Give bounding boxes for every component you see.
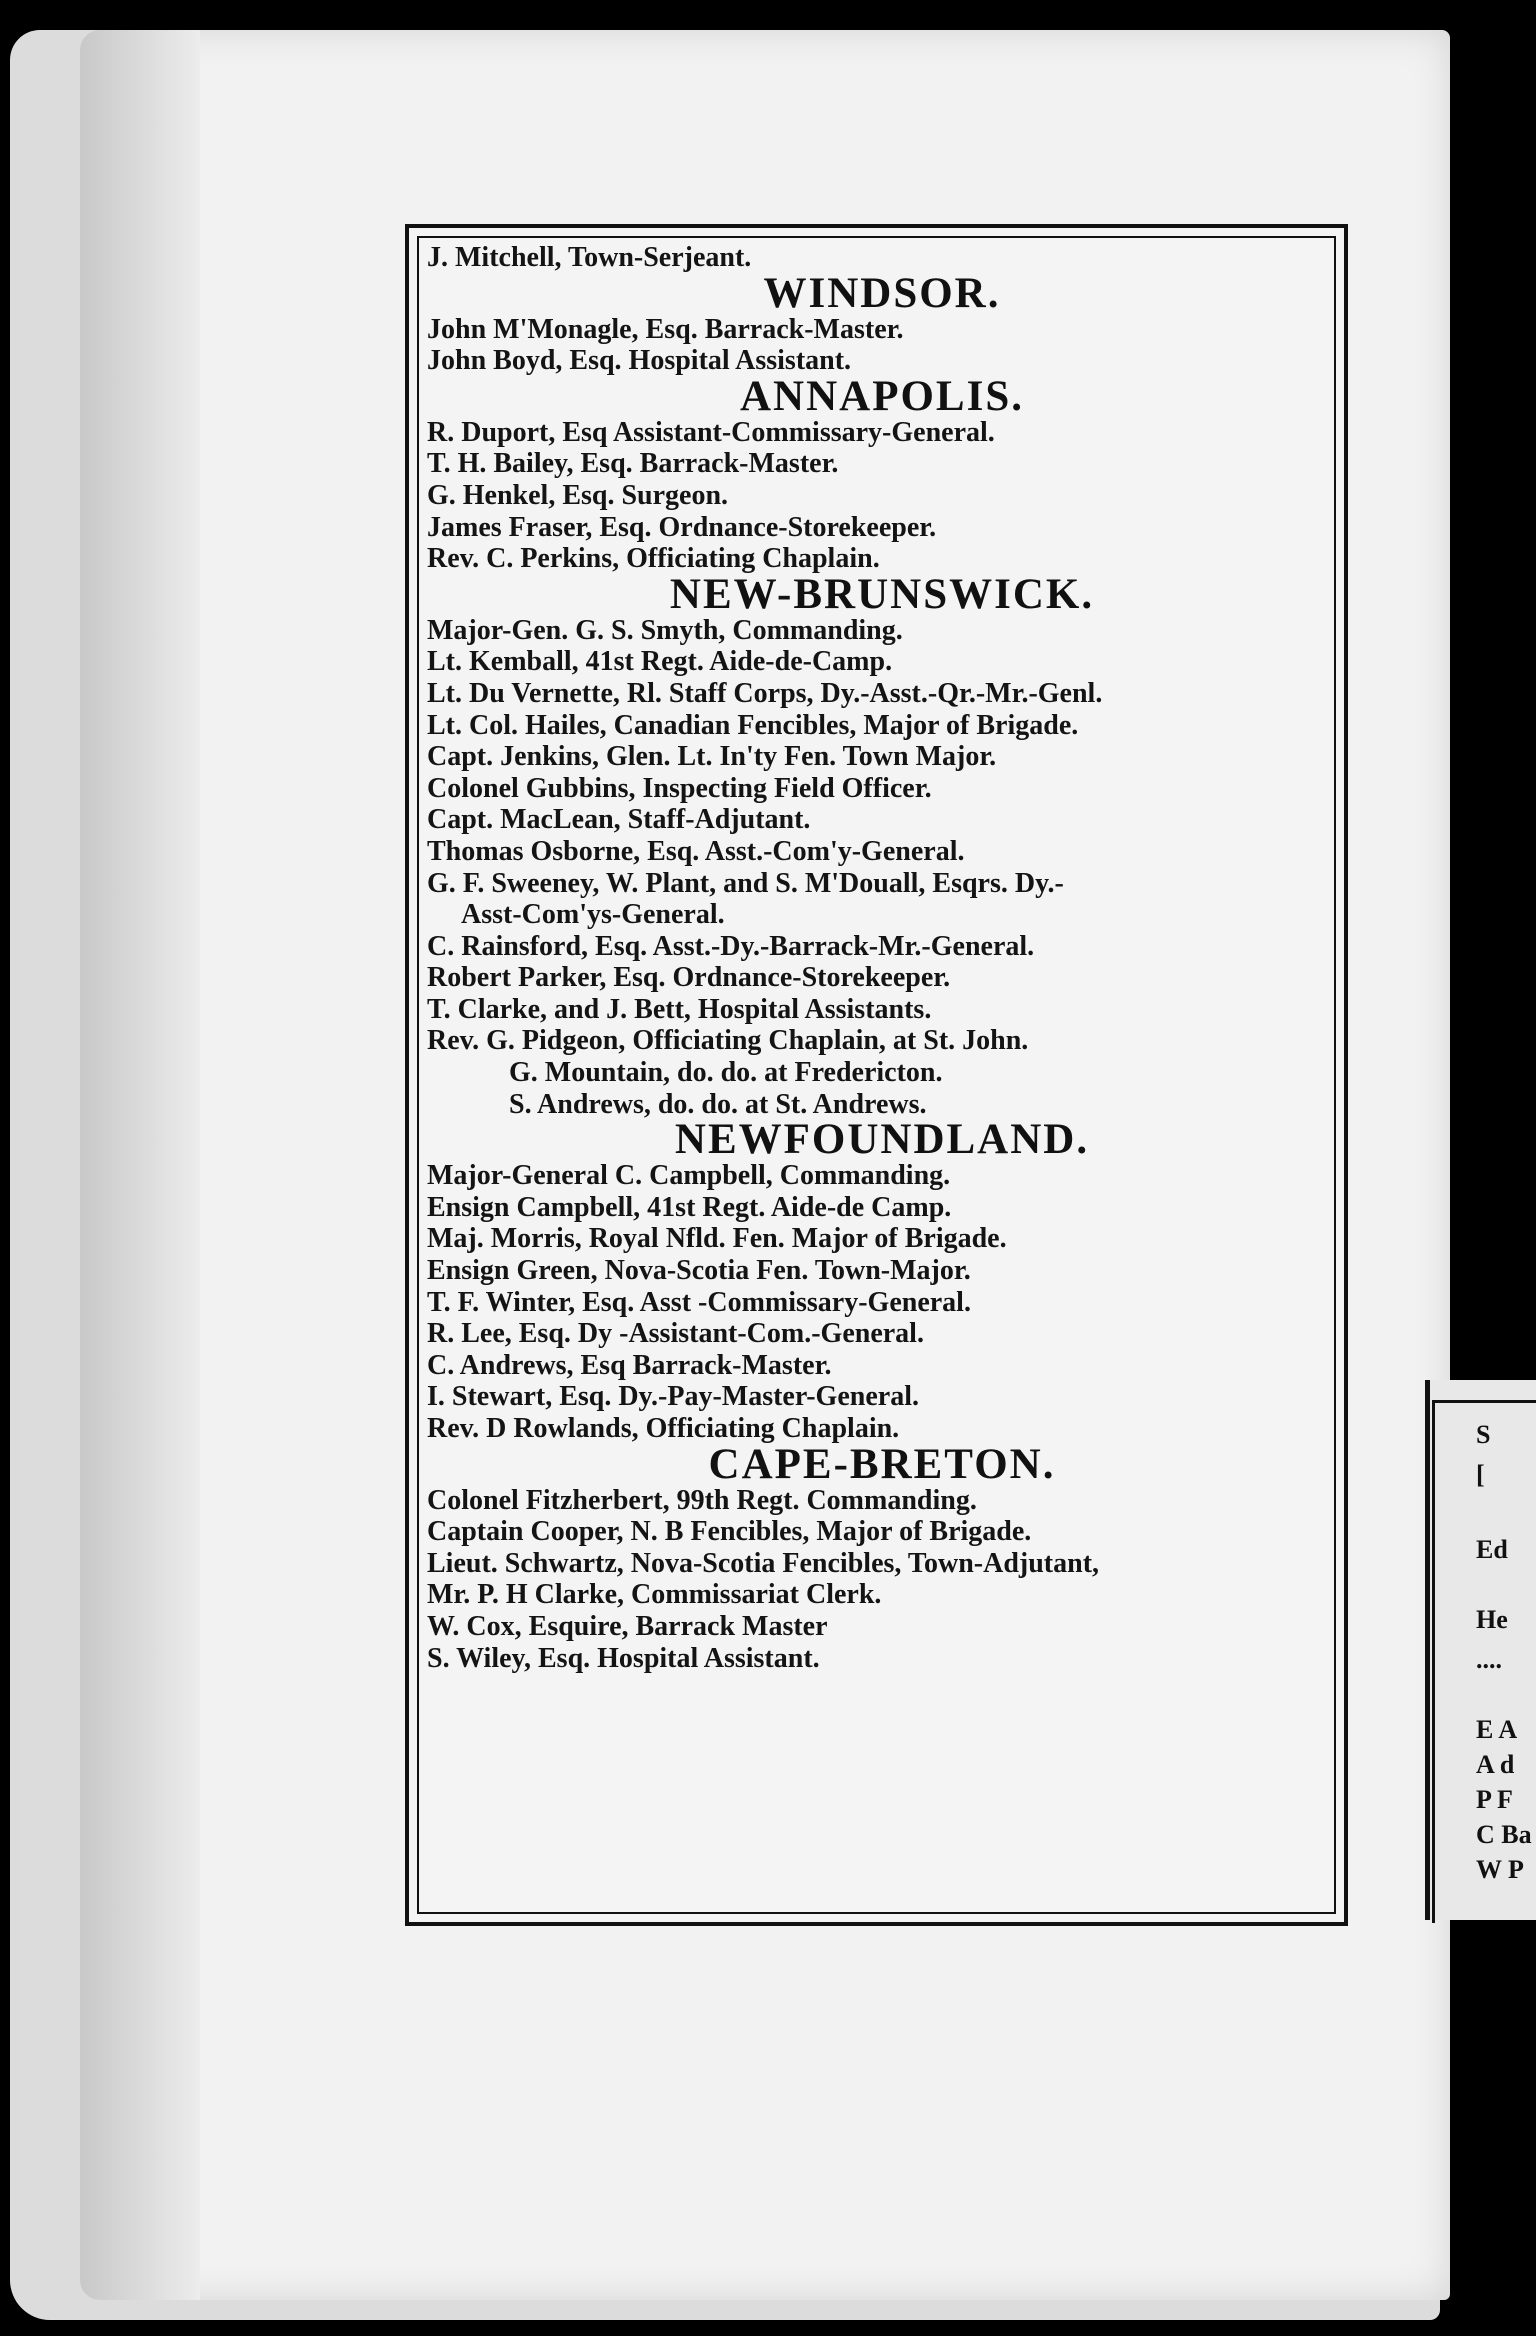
listing-entry: James Fraser, Esq. Ordnance-Storekeeper. [427,511,937,543]
listing-entry: Major-General C. Campbell, Commanding. [427,1160,951,1192]
staff-listing [427,242,1337,1674]
listing-entry: Rev. G. Pidgeon, Officiating Chaplain, at St. John. [427,1025,1029,1057]
adjacent-page-fragment: C Ba [1476,1820,1532,1849]
listing-entry: R. Duport, Esq Assistant-Commissary-General. [427,416,995,448]
listing-entry: John M'Monagle, Esq. Barrack-Master. [427,313,904,345]
text-frame [405,224,1348,1926]
section-heading: CAPE-BRETON. [708,1440,1056,1488]
listing-entry: Captain Cooper, N. B Fencibles, Major of Brigade. [427,1516,1032,1548]
adjacent-page-fragment: W P [1476,1855,1524,1884]
listing-entry: Colonel Gubbins, Inspecting Field Officer. [427,772,932,804]
listing-entry: Capt. MacLean, Staff-Adjutant. [427,804,811,836]
listing-entry: W. Cox, Esquire, Barrack Master [427,1610,828,1642]
listing-entry: G. F. Sweeney, W. Plant, and S. M'Douall, Esqrs. Dy.- [427,867,1064,899]
section-heading: NEWFOUNDLAND. [674,1116,1090,1164]
page-crease [80,30,200,2300]
listing-entry: G. Mountain, do. do. at Fredericton. [509,1057,943,1089]
listing-entry: S. Wiley, Esq. Hospital Assistant. [427,1642,820,1674]
listing-entry: Ensign Green, Nova-Scotia Fen. Town-Major. [427,1255,971,1287]
listing-entry: S. Andrews, do. do. at St. Andrews. [509,1088,927,1120]
adjacent-page-fragment: A d [1476,1750,1515,1779]
adjacent-page-fragment: He [1476,1605,1508,1634]
listing-entry: T. F. Winter, Esq. Asst -Commissary-General. [427,1286,971,1318]
listing-entry: J. Mitchell, Town-Serjeant. [427,242,752,273]
adjacent-page-fragment: .... [1476,1645,1502,1674]
listing-entry: R. Lee, Esq. Dy -Assistant-Com.-General. [427,1318,924,1350]
listing-entry: Lieut. Schwartz, Nova-Scotia Fencibles, Town-Adjutant, [427,1547,1100,1579]
listing-entry: T. H. Bailey, Esq. Barrack-Master. [427,448,839,480]
listing-entry: John Boyd, Esq. Hospital Assistant. [427,345,852,377]
adjacent-page-fragment: Ed [1476,1535,1508,1564]
adjacent-page-fragment: [ [1476,1460,1485,1489]
section-heading: ANNAPOLIS. [739,372,1024,420]
listing-entry: G. Henkel, Esq. Surgeon. [427,479,729,511]
listing-entry: C. Andrews, Esq Barrack-Master. [427,1349,832,1381]
adjacent-page-fragment: P F [1476,1785,1513,1814]
listing-entry: Lt. Du Vernette, Rl. Staff Corps, Dy.-Asst.-Qr.-Mr.-Genl. [427,677,1103,709]
listing-entry: Mr. P. H Clarke, Commissariat Clerk. [427,1579,882,1611]
listing-entry: Rev. C. Perkins, Officiating Chaplain. [427,543,880,575]
listing-entry: Maj. Morris, Royal Nfld. Fen. Major of Brigade. [427,1223,1007,1255]
listing-entry: Thomas Osborne, Esq. Asst.-Com'y-General. [427,835,965,867]
listing-entry: Major-Gen. G. S. Smyth, Commanding. [427,614,903,646]
listing-entry: Ensign Campbell, 41st Regt. Aide-de Camp. [427,1191,952,1223]
section-heading: WINDSOR. [763,269,1001,317]
adjacent-page-fragment: S [1476,1420,1491,1449]
listing-entry: Lt. Kemball, 41st Regt. Aide-de-Camp. [427,646,893,678]
listing-entry: Asst-Com'ys-General. [461,899,725,931]
listing-entry: C. Rainsford, Esq. Asst.-Dy.-Barrack-Mr.-General. [427,930,1035,962]
adjacent-page-fragment: E A [1476,1715,1518,1744]
section-heading: NEW-BRUNSWICK. [669,570,1095,618]
listing-entry: Robert Parker, Esq. Ordnance-Storekeeper. [427,962,951,994]
listing-entry: Lt. Col. Hailes, Canadian Fencibles, Major of Brigade. [427,709,1079,741]
listing-entry: T. Clarke, and J. Bett, Hospital Assistants. [427,993,932,1025]
listing-entry: I. Stewart, Esq. Dy.-Pay-Master-General. [427,1381,919,1413]
listing-entry: Capt. Jenkins, Glen. Lt. In'ty Fen. Town Major. [427,741,997,773]
listing-entry: Rev. D Rowlands, Officiating Chaplain. [427,1413,900,1444]
listing-entry: Colonel Fitzherbert, 99th Regt. Commanding. [427,1484,977,1516]
